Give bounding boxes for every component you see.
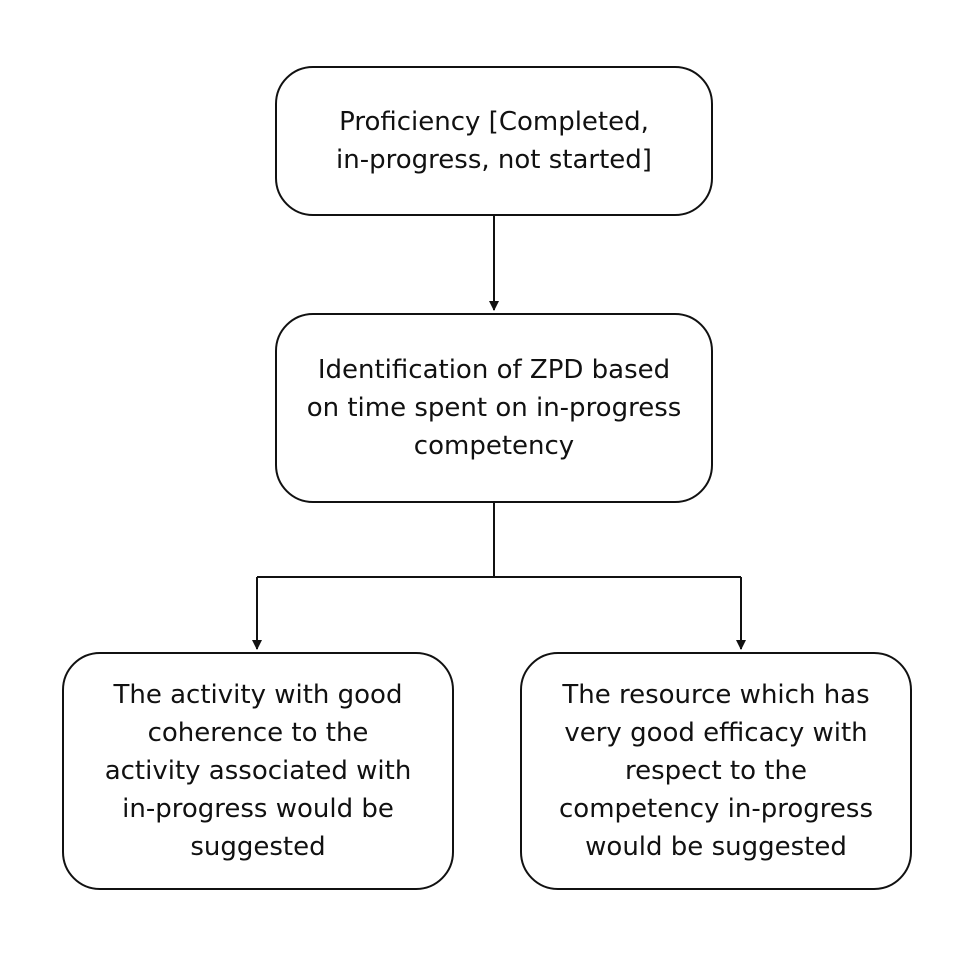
resource-suggestion-node-text: The resource which has very good efficacy with respect to the competency in-progress would be suggested — [559, 680, 873, 862]
proficiency-node — [275, 66, 713, 216]
zpd-identification-node-text: Identification of ZPD based on time spent on in-progress competency — [306, 355, 682, 461]
activity-suggestion-node — [62, 652, 454, 890]
proficiency-node-text: Proficiency [Completed, in-progress, not started] — [336, 107, 652, 175]
activity-suggestion-node-text: The activity with good coherence to the activity associated with in-progress would be suggested — [104, 680, 412, 862]
resource-suggestion-node — [520, 652, 912, 890]
zpd-identification-node — [275, 313, 713, 503]
